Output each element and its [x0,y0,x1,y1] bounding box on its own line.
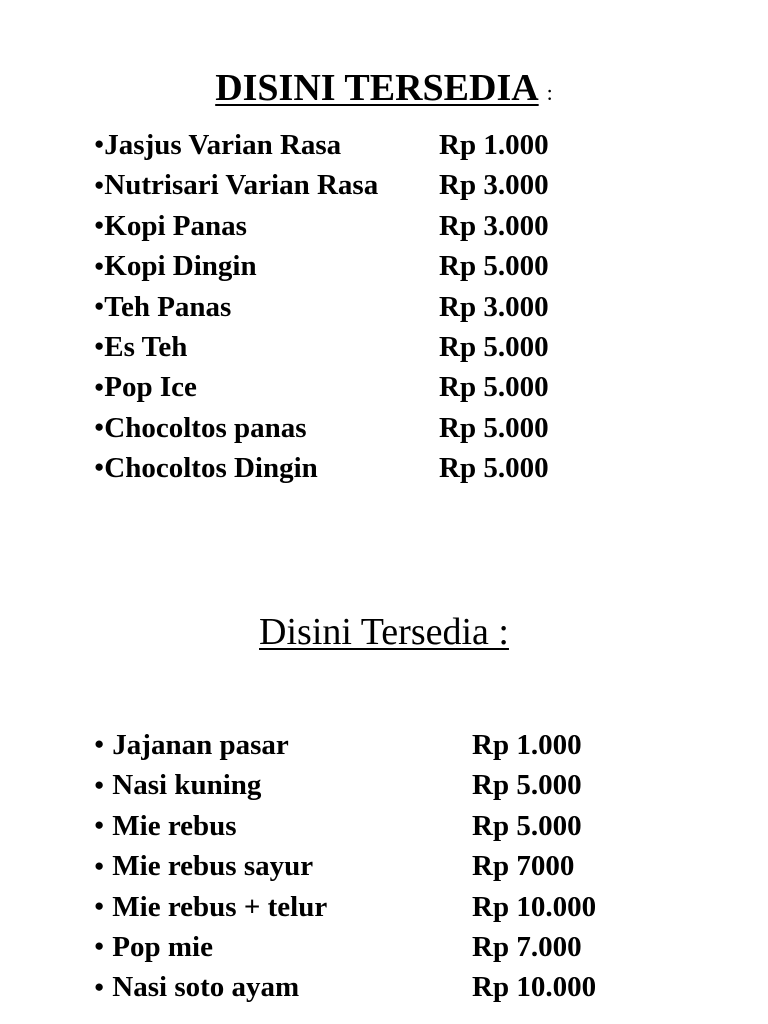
list-item [94,967,597,1007]
list-item [94,287,549,327]
bullet-icon: ● [94,255,105,275]
item-name: Nasi soto ayam [112,971,300,1004]
bullet-icon: ● [94,376,105,396]
item-price: Rp 7.000 [472,930,582,963]
list-item [94,125,549,165]
food-menu-list [94,725,597,1008]
item-price: Rp 3.000 [439,290,549,323]
list-item [94,448,549,488]
item-name: Nutrisari Varian Rasa [104,169,379,202]
item-name: Pop Ice [104,371,197,404]
item-price: Rp 3.000 [439,169,549,202]
bullet-icon: ● [94,417,105,437]
item-price: Rp 5.000 [439,250,549,283]
item-name: Chocoltos Dingin [104,452,318,485]
bullet-icon: ● [94,295,105,315]
item-name: Teh Panas [104,290,232,323]
item-name: Jajanan pasar [112,729,289,761]
item-price: Rp 3.000 [439,209,549,242]
list-item [94,927,582,967]
item-name: Kopi Dingin [104,250,257,283]
bullet-icon: ● [94,174,105,194]
list-item [94,165,549,205]
bullet-icon: ● [94,774,105,794]
item-name: Chocoltos panas [104,411,307,444]
item-price: Rp 10.000 [472,971,597,1004]
list-item [94,846,575,886]
item-price: Rp 5.000 [439,411,549,444]
item-price: Rp 1.000 [439,129,549,161]
bullet-icon: ● [94,215,105,235]
list-item [94,246,549,286]
bullet-icon: ● [94,734,105,754]
bullet-icon: ● [94,895,105,915]
item-price: Rp 1.000 [472,729,582,761]
item-name: Pop mie [112,930,213,963]
bullet-icon: ● [94,855,105,875]
bullet-icon: ● [94,815,105,835]
item-price: Rp 10.000 [472,890,597,923]
section-1-title [0,66,768,110]
bullet-icon: ● [94,457,105,477]
section-1-title-text: DISINI TERSEDIA [215,67,539,109]
list-item [94,367,549,407]
bullet-icon: ● [94,976,105,996]
item-name: Nasi kuning [112,769,262,802]
list-item [94,765,582,805]
item-price: Rp 5.000 [439,371,549,404]
list-item [94,327,549,367]
bullet-icon: ● [94,134,105,154]
item-price: Rp 7000 [472,850,575,883]
bullet-icon: ● [94,336,105,356]
list-item [94,206,549,246]
item-price: Rp 5.000 [472,769,582,802]
item-price: Rp 5.000 [439,452,549,485]
section-1-title-colon: : [546,80,553,105]
item-name: Es Teh [104,330,188,363]
item-name: Mie rebus sayur [112,850,314,883]
item-name: Kopi Panas [104,209,247,242]
drinks-menu-list [94,125,549,489]
section-2-title [0,610,768,654]
section-2-title-text: Disini Tersedia : [259,611,509,653]
list-item [94,725,582,765]
item-price: Rp 5.000 [472,809,582,842]
list-item [94,887,597,927]
list-item [94,408,549,448]
item-name: Mie rebus [112,809,237,842]
item-price: Rp 5.000 [439,330,549,363]
list-item [94,806,582,846]
bullet-icon: ● [94,936,105,956]
item-name: Jasjus Varian Rasa [104,129,342,161]
item-name: Mie rebus + telur [112,890,328,923]
